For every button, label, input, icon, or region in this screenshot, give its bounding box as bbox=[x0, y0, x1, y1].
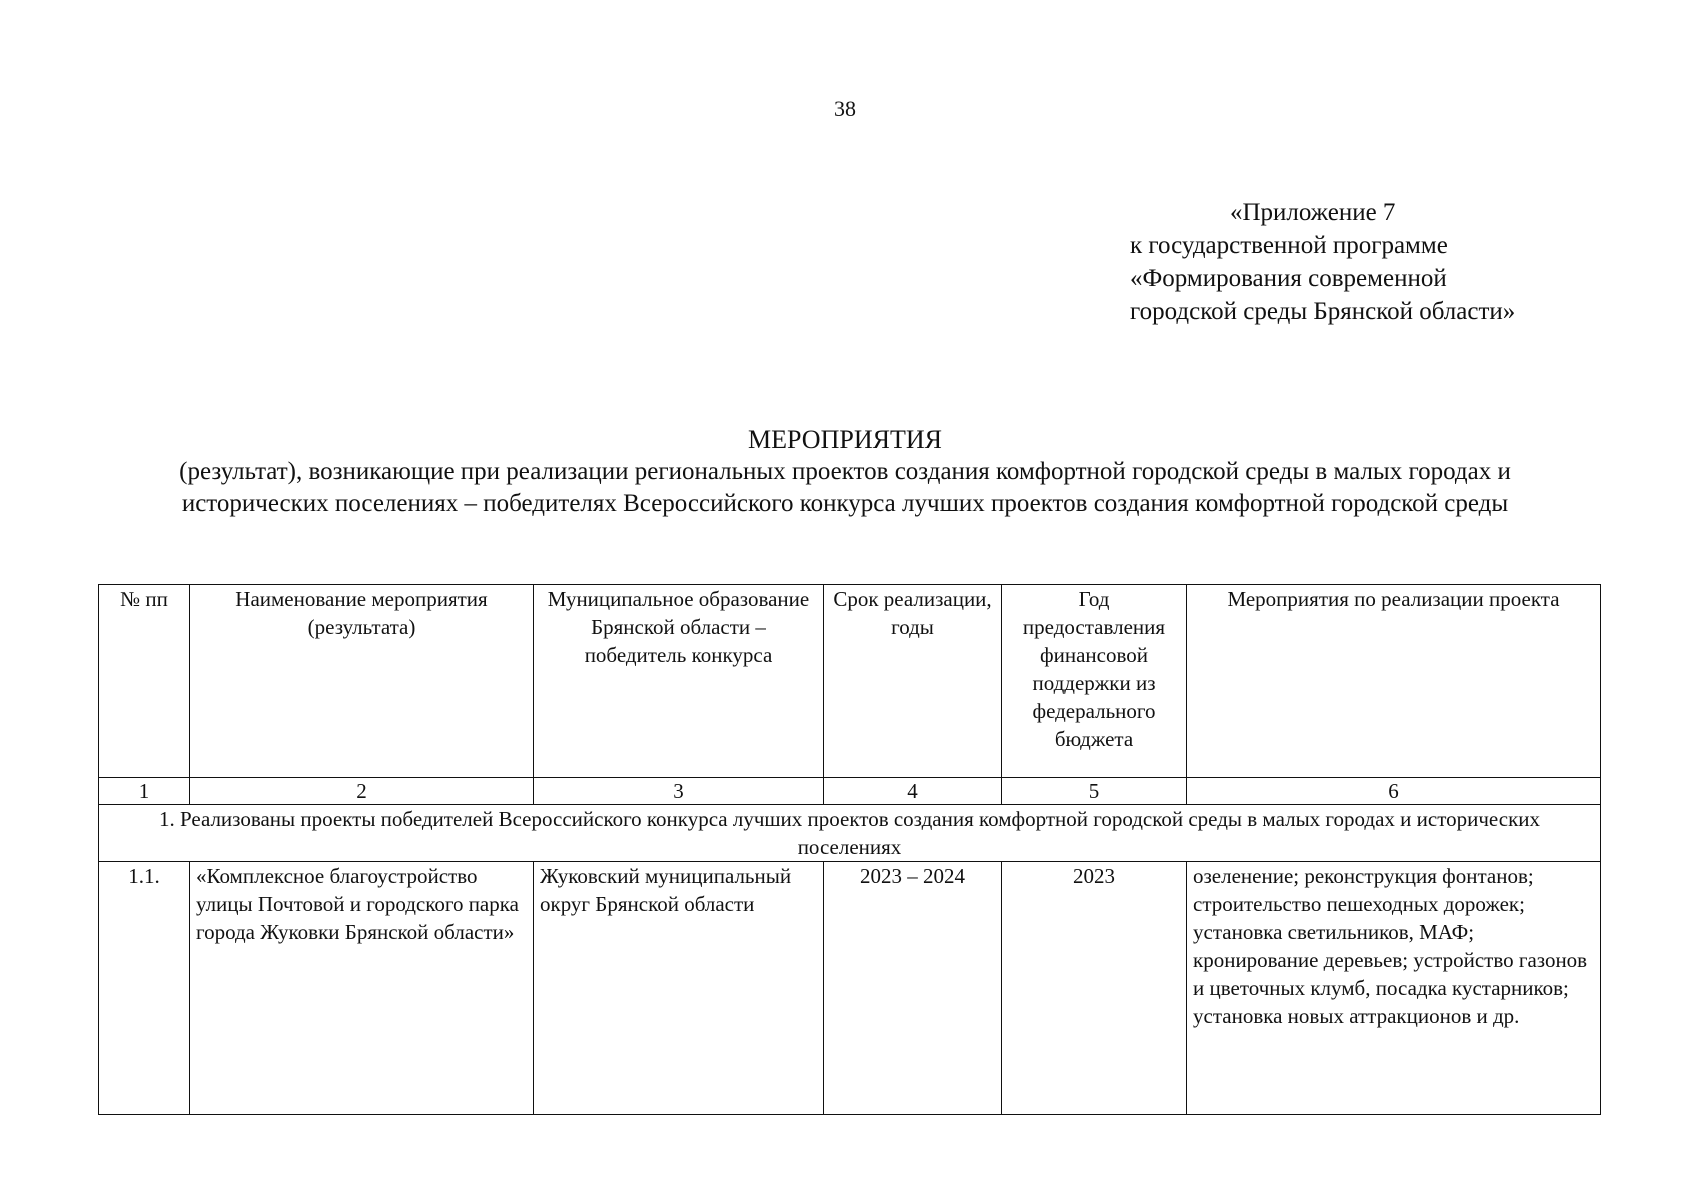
appendix-line-1: «Приложение 7 bbox=[1230, 199, 1396, 226]
appendix-line-4: городской среды Брянской области» bbox=[1130, 298, 1516, 325]
appendix-line-3: «Формирования современной bbox=[1130, 265, 1447, 292]
column-number: 4 bbox=[824, 778, 1002, 805]
header-activity-name: Наименование мероприятия (результата) bbox=[190, 585, 534, 778]
section-title: 1. Реализованы проекты победителей Всероссийского конкурса лучших проектов создания комфортной городской среды в малых городах и исторических поселениях bbox=[99, 805, 1601, 862]
activities-table bbox=[98, 584, 1601, 1115]
title-heading: МЕРОПРИЯТИЯ bbox=[748, 425, 942, 454]
appendix-note bbox=[1130, 196, 1650, 328]
header-activities: Мероприятия по реализации проекта bbox=[1187, 585, 1601, 778]
row-support-year: 2023 bbox=[1002, 862, 1187, 1115]
table-row bbox=[99, 862, 1601, 1115]
header-municipality: Муниципальное образование Брянской области – победитель конкурса bbox=[534, 585, 824, 778]
column-number: 5 bbox=[1002, 778, 1187, 805]
row-activities: озеленение; реконструкция фонтанов; строительство пешеходных дорожек; установка светильников, МАФ; кронирование деревьев; устройство газонов и цветочных клумб, посадка кустарников; установка новых аттракционов и др. bbox=[1187, 862, 1601, 1115]
column-number: 1 bbox=[99, 778, 190, 805]
table-header-row bbox=[99, 585, 1601, 778]
header-number: № пп bbox=[99, 585, 190, 778]
column-number: 2 bbox=[190, 778, 534, 805]
column-number: 3 bbox=[534, 778, 824, 805]
page-number: 38 bbox=[834, 96, 856, 121]
section-row bbox=[99, 805, 1601, 862]
column-numbers-row bbox=[99, 778, 1601, 805]
header-support-year: Год предоставления финансовой поддержки из федерального бюджета bbox=[1002, 585, 1187, 778]
row-municipality: Жуковский муниципальный округ Брянской области bbox=[534, 862, 824, 1115]
row-number: 1.1. bbox=[99, 862, 190, 1115]
column-number: 6 bbox=[1187, 778, 1601, 805]
row-activity-name: «Комплексное благоустройство улицы Почтовой и городского парка города Жуковки Брянской области» bbox=[190, 862, 534, 1115]
row-period: 2023 – 2024 bbox=[824, 862, 1002, 1115]
appendix-line-2: к государственной программе bbox=[1130, 232, 1448, 259]
document-title bbox=[100, 424, 1590, 520]
title-subtitle: (результат), возникающие при реализации региональных проектов создания комфортной городской среды в малых городах и исторических поселениях – победителях Всероссийского конкурса лучших проектов создания комфортной городской среды bbox=[179, 458, 1511, 517]
header-period: Срок реализации, годы bbox=[824, 585, 1002, 778]
